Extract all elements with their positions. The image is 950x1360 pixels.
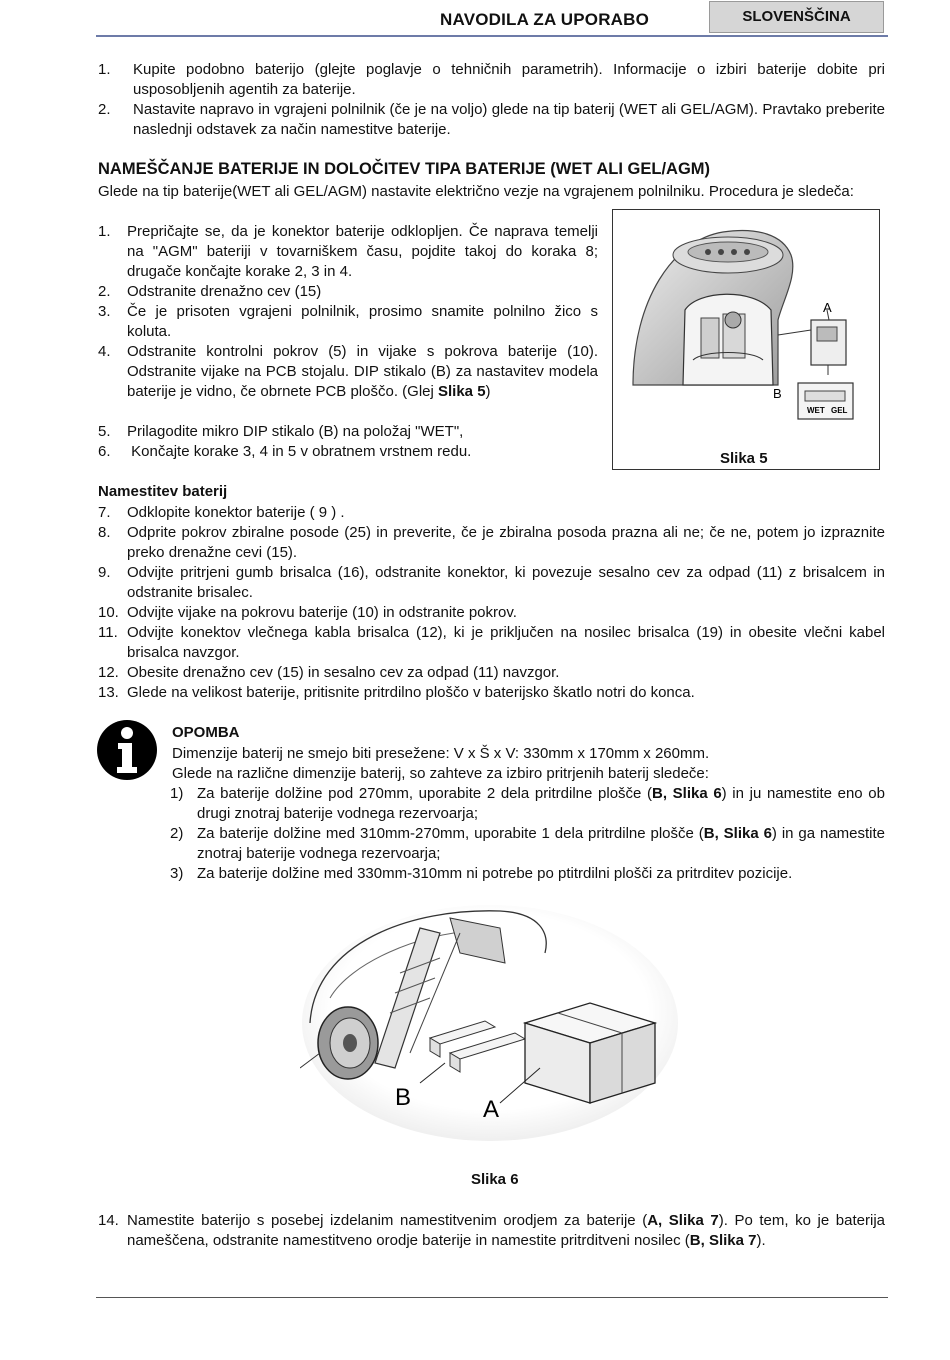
list-text: Obesite drenažno cev (15) in sesalno cev za odpad (11) navzgor. bbox=[127, 664, 560, 681]
list-text: Prilagodite mikro DIP stikalo (B) na položaj "WET", bbox=[127, 423, 464, 440]
machine-illustration bbox=[613, 210, 879, 469]
list-number: 8. bbox=[98, 524, 111, 541]
info-icon bbox=[96, 719, 158, 781]
note-dimensions: Dimenzije baterij ne smejo biti presežene: V x Š x V: 330mm x 170mm x 260mm. bbox=[172, 745, 710, 762]
list-text: Odklopite konektor baterije ( 9 ) . bbox=[127, 504, 345, 521]
figure-reference: B, Slika 7 bbox=[689, 1232, 757, 1249]
figure-reference: A, Slika 7 bbox=[647, 1212, 719, 1229]
section-intro: Glede na tip baterije(WET ali GEL/AGM) nastavite električno vezje na vgrajenem polnilniku. Procedura je sledeča: bbox=[98, 183, 854, 200]
list-text: Odvijte vijake na pokrovu baterije (10) in odstranite pokrov. bbox=[127, 604, 517, 621]
list-number: 13. bbox=[98, 684, 119, 701]
label-wet: WET bbox=[807, 406, 825, 415]
figure-caption: Slika 6 bbox=[471, 1171, 519, 1188]
list-text: Za baterije dolžine med 330mm-310mm ni potrebe po ptitrdilni plošči za pritrditev pozicije. bbox=[197, 865, 793, 882]
list-text: Če je prisoten vgrajeni polnilnik, prosimo snamite polnilno žico s koluta. bbox=[127, 303, 598, 340]
list-number: 11. bbox=[98, 624, 118, 641]
list-number: 3. bbox=[98, 303, 111, 320]
figure-6-illustration bbox=[300, 903, 680, 1153]
list-number: 7. bbox=[98, 504, 111, 521]
label-b: B bbox=[395, 1084, 412, 1111]
label-a: A bbox=[823, 300, 832, 315]
figure-5 bbox=[612, 209, 880, 470]
list-text: Za baterije dolžine pod 270mm, uporabite 2 dela pritrdilne plošče (B, Slika 6) in ju namestite eno ob drugi znotraj baterije vodnega rezervoarja; bbox=[197, 785, 885, 822]
figure-caption: Slika 5 bbox=[720, 450, 768, 467]
list-number: 6. bbox=[98, 443, 111, 460]
list-text: Odstranite drenažno cev (15) bbox=[127, 283, 322, 300]
list-text: Odvijte konektov vlečnega kabla brisalca (12), ki je priključen na nosilec brisalca (19) in obesite vlečni kabel brisalca navzgor. bbox=[127, 624, 885, 661]
list-number: 2. bbox=[98, 101, 111, 118]
list-text: Odvijte pritrjeni gumb brisalca (16), odstranite konektor, ki povezuje sesalno cev za odpad (11) z brisalcem in odstranite brisalec. bbox=[127, 564, 885, 601]
list-number: 1. bbox=[98, 223, 111, 240]
list-item bbox=[98, 60, 885, 100]
list-number: 14. bbox=[98, 1212, 119, 1229]
note-intro: Glede na različne dimenzije baterij, so zahteve za izbiro pritrjenih baterij sledeče: bbox=[172, 765, 709, 782]
list-text: Za baterije dolžine med 310mm-270mm, uporabite 1 dela pritrdilne plošče (B, Slika 6) in ga namestite znotraj baterije vodnega rezervoarja; bbox=[197, 825, 886, 862]
list-text: Odstranite kontrolni pokrov (5) in vijake s pokrova baterije (10). Odstranite vijake na PCB stojalu. DIP stikalo (B) za nastavitev modela baterije je vidno, če obrnete PCB ploščo. (Glej Slika 5) bbox=[127, 343, 598, 400]
list-number: 2) bbox=[170, 825, 184, 842]
label-gel: GEL bbox=[831, 406, 848, 415]
list-text: Odprite pokrov zbiralne posode (25) in preverite, če je zbiralna posoda prazna ali ne; če ne, potem jo izpraznite preko drenažne cevi (15). bbox=[127, 524, 885, 561]
figure-reference: Slika 5 bbox=[438, 383, 486, 400]
list-text: Nastavite napravo in vgrajeni polnilnik (če je na voljo) glede na tip baterij (WET ali GEL/AGM). Pravtako preberite naslednji odstavek za način namestitve baterije. bbox=[133, 101, 885, 138]
language-tab: SLOVENŠČINA bbox=[709, 1, 884, 33]
list-number: 12. bbox=[98, 664, 119, 681]
list-text: Končajte korake 3, 4 in 5 v obratnem vrstnem redu. bbox=[127, 443, 472, 460]
footer-divider bbox=[96, 1297, 888, 1298]
list-number: 9. bbox=[98, 564, 111, 581]
label-a: A bbox=[483, 1096, 500, 1123]
list-number: 4. bbox=[98, 343, 111, 360]
note-title: OPOMBA bbox=[172, 724, 240, 741]
list-number: 10. bbox=[98, 604, 119, 621]
list-text: Kupite podobno baterijo (glejte poglavje o tehničnih parametrih). Informacije o izbiri baterije dobite pri usposobljenih agentih za baterije. bbox=[133, 61, 885, 98]
list-item bbox=[98, 100, 885, 140]
figure-reference: B, Slika 6 bbox=[652, 785, 722, 802]
figure-reference: B, Slika 6 bbox=[703, 825, 772, 842]
list-number: 2. bbox=[98, 283, 111, 300]
list-text: Prepričajte se, da je konektor baterije odklopljen. Če naprava temelji na "AGM" bateriji v tovarniškem času, pojdite takoj do koraka 8; drugače končajte korake 2, 3 in 4. bbox=[127, 223, 598, 280]
list-number: 5. bbox=[98, 423, 111, 440]
list-number: 1. bbox=[98, 61, 111, 78]
list-text: Glede na velikost baterije, pritisnite pritrdilno ploščo v baterijsko škatlo notri do konca. bbox=[127, 684, 695, 701]
list-text: Namestite baterijo s posebej izdelanim namestitvenim orodjem za baterije (A, Slika 7). Po tem, ko je baterija nameščena, odstranite namestitveno orodje baterije in namestite pritrditveni nosilec (B, Slika 7). bbox=[127, 1212, 885, 1249]
section-heading: NAMEŠČANJE BATERIJE IN DOLOČITEV TIPA BATERIJE (WET ALI GEL/AGM) bbox=[98, 160, 711, 178]
subsection-heading: Namestitev baterij bbox=[98, 483, 228, 500]
list-number: 3) bbox=[170, 865, 184, 882]
list-number: 1) bbox=[170, 785, 184, 802]
label-b: B bbox=[773, 386, 782, 401]
document-title: NAVODILA ZA UPORABO bbox=[440, 10, 650, 29]
header-divider bbox=[96, 35, 888, 37]
